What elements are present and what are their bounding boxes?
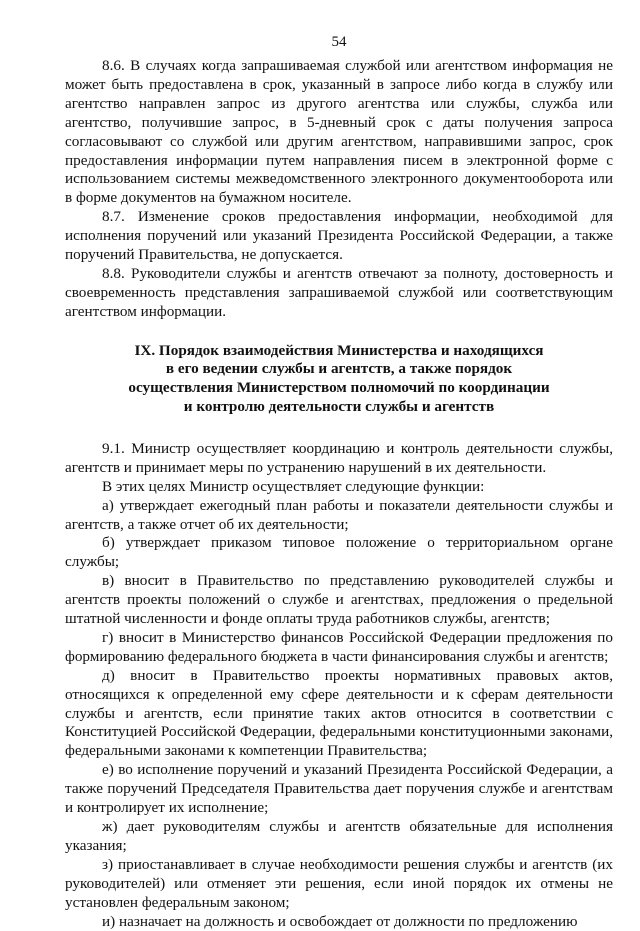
list-item-i: и) назначает на должность и освобождает от должности по предложению	[102, 912, 578, 930]
paragraph-9-1: 9.1. Министр осуществляет координацию и контроль деятельности службы, агентств и принимает меры по устранению нарушений в их деятельности.	[65, 439, 613, 476]
list-item-zh: ж) дает руководителям службы и агентств обязательные для исполнения указания;	[65, 818, 613, 854]
list-item-e: е) во исполнение поручений и указаний Президента Российской Федерации, а также поручений Председателя Правительства дает поручения службе и агентствам и контролирует их исполнение;	[65, 761, 613, 817]
list-item-b: б) утверждает приказом типовое положение о территориальном органе службы;	[65, 534, 613, 571]
paragraph-8-8: 8.8. Руководители службы и агентств отвечают за полноту, достоверность и своевременность представления запрашиваемой службой или соответствующим агентством информации.	[65, 264, 613, 320]
paragraph-8-7: 8.7. Изменение сроков предоставления информации, необходимой для исполнения поручений или указаний Президента Российской Федерации, а также поручений Правительства, не допускается.	[65, 208, 613, 264]
page-number: 54	[331, 34, 347, 50]
paragraph-8-6: 8.6. В случаях когда запрашиваемая службой или агентством информация не может быть предоставлена в срок, указанный в запросе либо когда в службу или агентство направлен запрос из другого агентства или службы, служба или агентство, получившие запрос, в 5-дневный срок с даты получения запроса согласовывают со службой или другим агентством, направившими запрос, срок предоставления информации путем направления писем в электронной форме с использованием системы межведомственного электронного документооборота или в форме документов на бумажном носителе.	[65, 57, 613, 207]
paragraph-functions-intro: В этих целях Министр осуществляет следующие функции:	[102, 477, 485, 495]
list-item-g: г) вносит в Министерство финансов Российской Федерации предложения по формированию федерального бюджета в части финансирования службы и агентств;	[65, 628, 613, 665]
list-item-a: а) утверждает ежегодный план работы и показатели деятельности службы и агентств, а также отчет об их деятельности;	[65, 496, 613, 533]
list-item-d: д) вносит в Правительство проекты нормативных правовых актов, относящихся к определенной ему сфере деятельности и к сферам деятельности службы и агентств, если принятие таких актов относится в соответствии с Конституцией Российской Федерации, федеральными конституционными законами, федеральными законами к компетенции Правительства;	[65, 666, 613, 760]
section-heading-line: осуществления Министерством полномочий по координации	[128, 379, 550, 397]
section-heading-line: и контролю деятельности службы и агентств	[183, 398, 495, 416]
list-item-v: в) вносит в Правительство по представлению руководителей службы и агентств проекты положений о службе и агентствах, предложения о предельной штатной численности и фонде оплаты труда работников службы, агентств;	[65, 572, 613, 628]
section-heading-line: в его ведении службы и агентств, а также порядок	[165, 360, 513, 378]
list-item-z: з) приостанавливает в случае необходимости решения службы и агентств (их руководителей) или отменяет эти решения, если иной порядок их отмены не установлен федеральным законом;	[65, 855, 613, 911]
section-heading-ix	[65, 342, 613, 417]
section-heading-line: IX. Порядок взаимодействия Министерства и находящихся	[134, 341, 544, 359]
